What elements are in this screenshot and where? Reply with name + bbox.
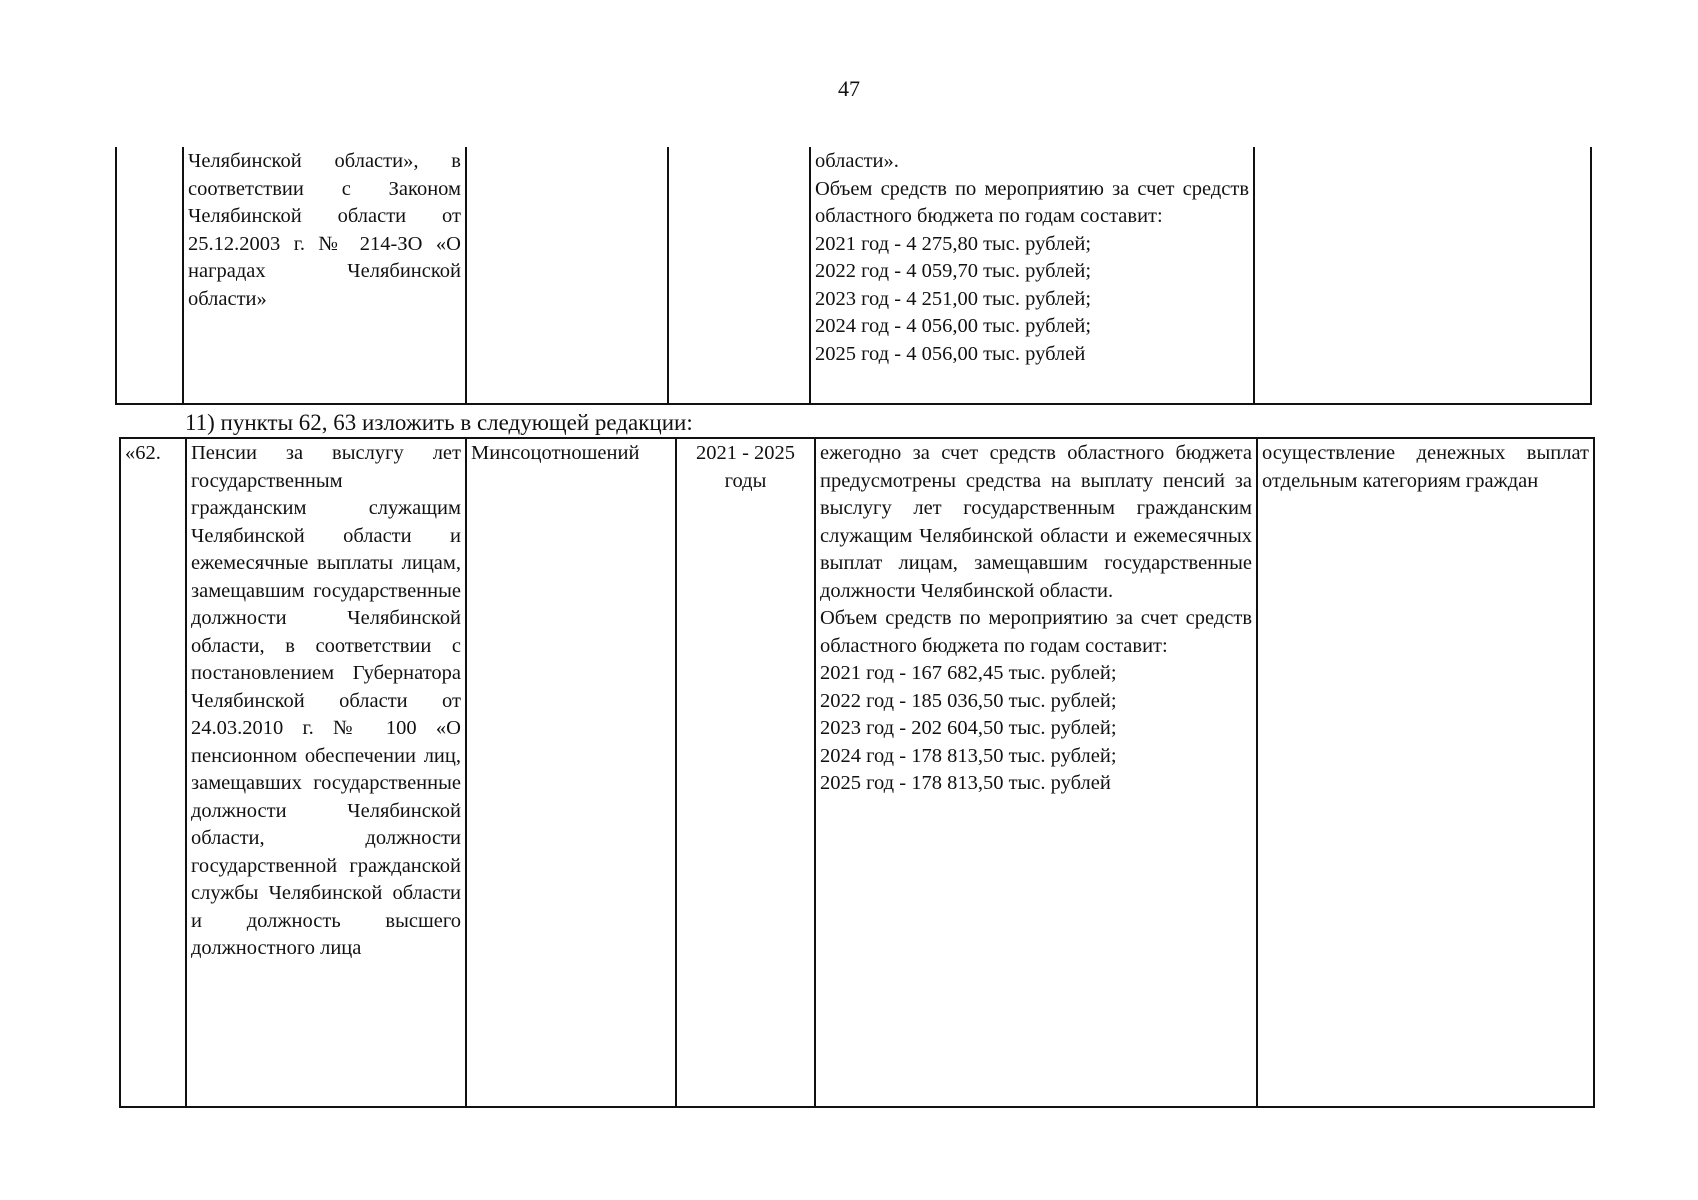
funding-description-cell: [810, 147, 1254, 404]
period-cell: 2021 - 2025 годы: [676, 438, 815, 1107]
row-number-cell: [116, 147, 183, 404]
funding-description-cell: [815, 438, 1257, 1107]
page-number: 47: [838, 76, 860, 101]
funding-line: 2023 год - 202 604,50 тыс. рублей;: [820, 717, 1117, 739]
funding-line: 2025 год - 178 813,50 тыс. рублей: [820, 772, 1111, 794]
executor-cell: [466, 147, 668, 404]
funding-line: ежегодно за счет средств областного бюджета предусмотрены средства на выплату пенсий за выслугу лет государственным гражданским служащим Челябинской области и ежемесячных выплат лицам, замещавшим государственные должности Челябинской области.: [820, 442, 1252, 602]
bottom-table: [119, 437, 1595, 1108]
funding-line: 2021 год - 4 275,80 тыс. рублей;: [815, 232, 1092, 255]
funding-line: 2024 год - 4 056,00 тыс. рублей;: [815, 315, 1092, 337]
result-cell: [1254, 147, 1591, 404]
funding-line: 2022 год - 185 036,50 тыс. рублей;: [820, 689, 1117, 712]
amendment-instruction: 11) пункты 62, 63 изложить в следующей редакции:: [185, 410, 693, 435]
funding-line: 2025 год - 4 056,00 тыс. рублей: [815, 342, 1086, 365]
measure-name-cell: Пенсии за выслугу лет государственным гражданским служащим Челябинской области и ежемесячные выплаты лицам, замещавшим государственные должности Челябинской области, в соответствии с постановлением Губернатора Челябинской области от 24.03.2010 г. № 100 «О пенсионном обеспечении лиц, замещавших государственные должности Челябинской области, должности государственной гражданской службы Челябинской области и должность высшего должностного лица: [186, 438, 466, 1107]
funding-line: 2023 год - 4 251,00 тыс. рублей;: [815, 287, 1092, 310]
funding-line: Объем средств по мероприятию за счет средств областного бюджета по годам составит:: [820, 607, 1252, 657]
funding-line: 2022 год - 4 059,70 тыс. рублей;: [815, 260, 1092, 282]
top-table: [115, 147, 1592, 405]
measure-name-cell: Челябинской области», в соответствии с Законом Челябинской области от 25.12.2003 г. № 214-ЗО «О наградах Челябинской области»: [183, 147, 466, 404]
executor-cell: Минсоцотношений: [466, 438, 676, 1107]
funding-line: 2024 год - 178 813,50 тыс. рублей;: [820, 744, 1117, 767]
row-number-cell: «62.: [120, 438, 186, 1107]
table-row: [120, 438, 1594, 1107]
period-cell: [668, 147, 810, 404]
funding-line: области».: [815, 150, 899, 172]
funding-line: 2021 год - 167 682,45 тыс. рублей;: [820, 662, 1117, 684]
funding-line: Объем средств по мероприятию за счет средств областного бюджета по годам составит:: [815, 177, 1249, 227]
result-cell: осуществление денежных выплат отдельным категориям граждан: [1257, 438, 1594, 1107]
table-row: [116, 147, 1591, 404]
